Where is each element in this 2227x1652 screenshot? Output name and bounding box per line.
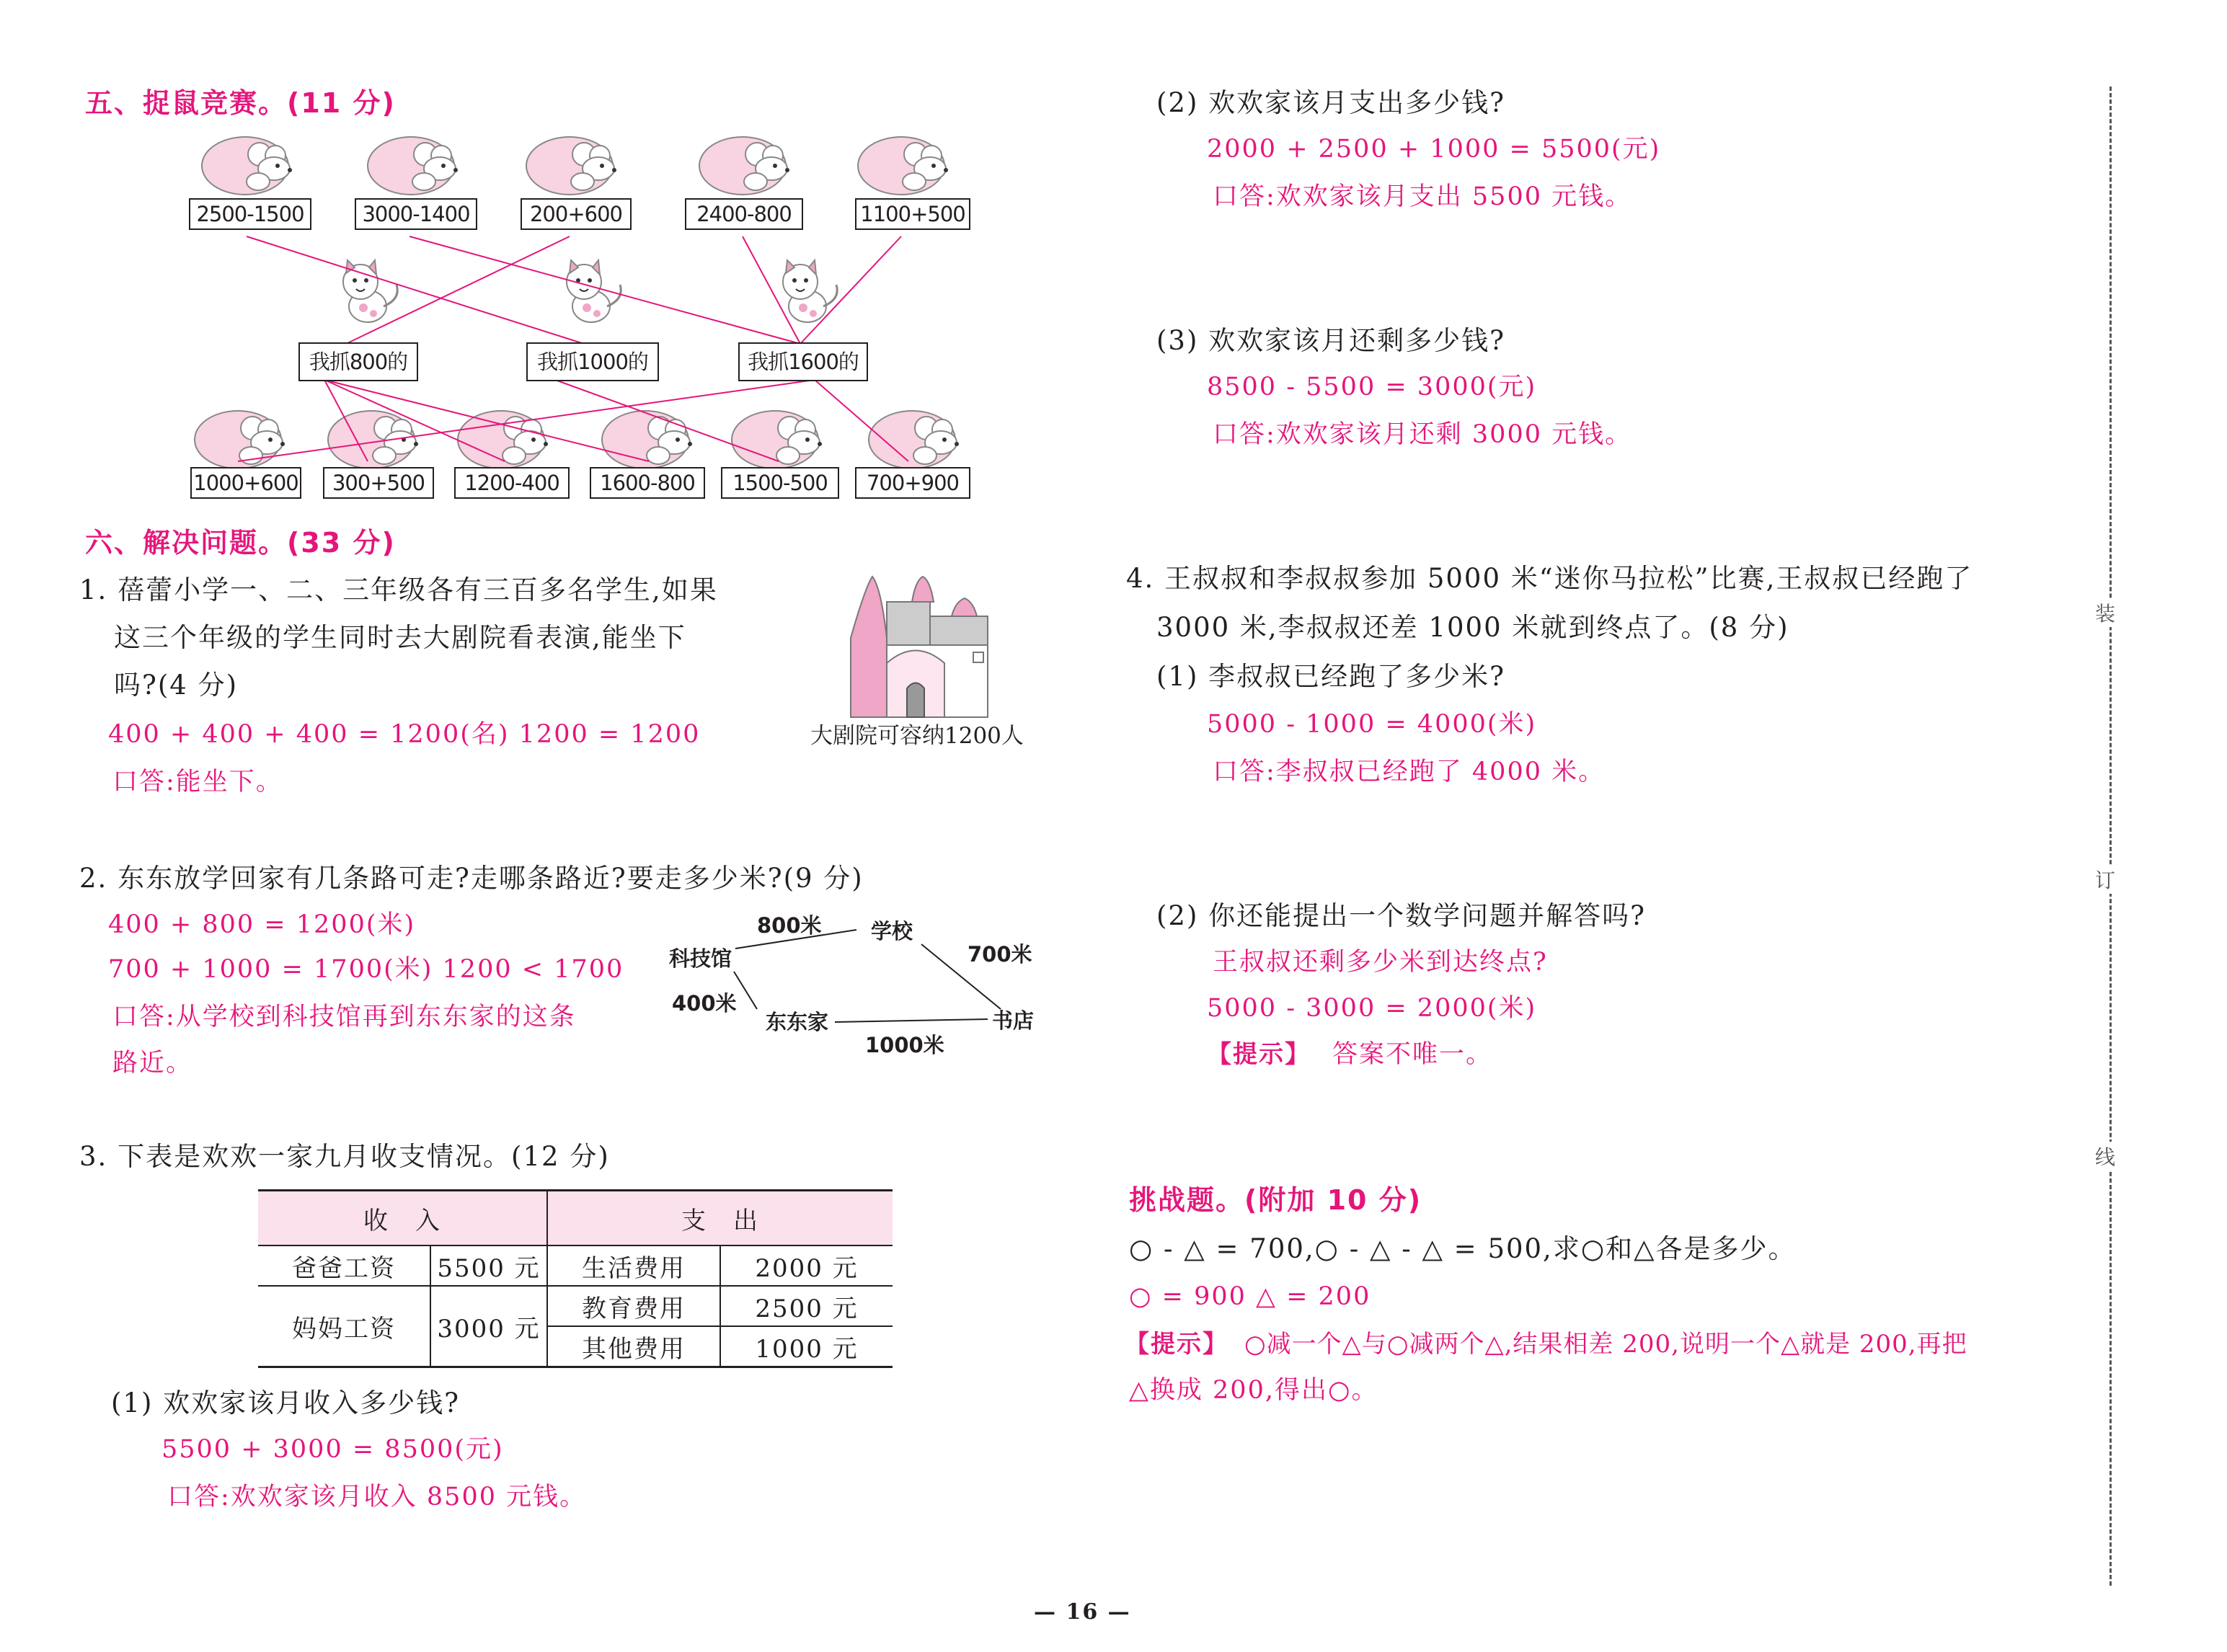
theater-caption: 大剧院可容纳1200人 [810, 723, 1024, 749]
top-mouse-box-5: 1100+500 [855, 198, 970, 230]
q1-line-3: 吗?(4 分) [114, 670, 239, 701]
income-header: 收 入 [258, 1191, 547, 1246]
cat-box-1000: 我抓1000的 [526, 342, 659, 381]
map-label-home: 东东家 [766, 1010, 829, 1034]
q2-answer-4: 路近。 [112, 1049, 193, 1078]
q3-part-2: (2) 欢欢家该月支出多少钱? [1156, 87, 1506, 118]
q4-part-1-answer-1: 5000 - 1000 = 4000(米) [1207, 710, 1537, 739]
top-mouse-box-3: 200+600 [521, 198, 632, 230]
q4-part-2-question: 王叔叔还剩多少米到达终点? [1213, 948, 1548, 977]
income-expense-table [258, 1189, 893, 1368]
margin-word-2: 订 [2095, 865, 2115, 894]
map-label-museum: 科技馆 [669, 946, 732, 971]
margin-word-1: 装 [2095, 598, 2115, 627]
page-number: — 16 — [1034, 1599, 1131, 1625]
challenge-answer: ○ = 900 △ = 200 [1129, 1282, 1371, 1311]
section-6-title: 六、解决问题。(33 分) [85, 527, 396, 559]
cat-box-1600: 我抓1600的 [738, 342, 868, 381]
q4-part-2: (2) 你还能提出一个数学问题并解答吗? [1156, 900, 1647, 931]
q2-answer-1: 400 + 800 = 1200(米) [108, 910, 416, 939]
top-mouse-box-2: 3000-1400 [355, 198, 477, 230]
q4-line-1: 4. 王叔叔和李叔叔参加 5000 米“迷你马拉松”比赛,王叔叔已经跑了 [1126, 563, 1973, 594]
q4-hint-text: 答案不唯一。 [1332, 1040, 1493, 1069]
q3-part-1-answer-1: 5500 + 3000 = 8500(元) [161, 1435, 504, 1464]
bottom-mouse-box-2: 300+500 [323, 467, 434, 499]
living-cost-label: 生活费用 [547, 1245, 720, 1286]
q3-part-3-answer-2: 口答:欢欢家该月还剩 3000 元钱。 [1213, 420, 1632, 449]
map-distance-school-store: 700米 [968, 942, 1032, 967]
bottom-mouse-box-1: 1000+600 [190, 467, 301, 499]
challenge-hint-line-2: △换成 200,得出○。 [1129, 1376, 1378, 1405]
q2-answer-3: 口答:从学校到科技馆再到东东家的这条 [112, 1003, 576, 1031]
q3-part-3-answer-1: 8500 - 5500 = 3000(元) [1207, 373, 1537, 401]
map-label-school: 学校 [871, 919, 913, 943]
top-mouse-box-4: 2400-800 [685, 198, 803, 230]
map-distance-home-store: 1000米 [865, 1033, 944, 1057]
q3-line-1: 3. 下表是欢欢一家九月收支情况。(12 分) [79, 1141, 610, 1172]
map-distance-museum-school: 800米 [757, 913, 822, 938]
map-distance-museum-home: 400米 [672, 991, 737, 1016]
challenge-hint-label: 【提示】 [1125, 1330, 1228, 1359]
bottom-mouse-box-6: 700+900 [855, 467, 970, 499]
margin-word-3: 线 [2095, 1142, 2115, 1171]
education-cost-label: 教育费用 [547, 1286, 720, 1326]
bottom-mouse-box-5: 1500-500 [721, 467, 839, 499]
q4-line-2: 3000 米,李叔叔还差 1000 米就到终点了。(8 分) [1156, 612, 1789, 643]
challenge-title: 挑战题。(附加 10 分) [1129, 1184, 1422, 1216]
route-map [649, 901, 1053, 1060]
challenge-hint-line-1: ○减一个△与○减两个△,结果相差 200,说明一个△就是 200,再把 [1244, 1330, 1967, 1359]
mom-salary-label: 妈妈工资 [258, 1286, 430, 1367]
expense-header: 支 出 [547, 1191, 893, 1246]
map-label-store: 书店 [992, 1008, 1035, 1033]
q1-answer-1: 400 + 400 + 400 = 1200(名) 1200 = 1200 [108, 720, 701, 749]
living-cost-value: 2000 元 [720, 1245, 893, 1286]
mouse-catching-figure [180, 133, 988, 512]
q2-line-1: 2. 东东放学回家有几条路可走?走哪条路近?要走多少米?(9 分) [79, 863, 864, 894]
other-cost-label: 其他费用 [547, 1326, 720, 1367]
q3-part-2-answer-2: 口答:欢欢家该月支出 5500 元钱。 [1213, 182, 1632, 211]
mom-salary-value: 3000 元 [430, 1286, 547, 1367]
dad-salary-value: 5500 元 [430, 1245, 547, 1286]
theater-illustration [844, 573, 995, 721]
q3-part-1-answer-2: 口答:欢欢家该月收入 8500 元钱。 [167, 1483, 587, 1511]
q4-part-1-answer-2: 口答:李叔叔已经跑了 4000 米。 [1213, 758, 1606, 786]
bottom-mouse-box-3: 1200-400 [454, 467, 570, 499]
cat-box-800: 我抓800的 [298, 342, 418, 381]
q2-answer-2: 700 + 1000 = 1700(米) 1200 < 1700 [108, 955, 624, 984]
q3-part-3: (3) 欢欢家该月还剩多少钱? [1156, 325, 1506, 356]
q4-hint-label: 【提示】 [1207, 1040, 1311, 1069]
q3-part-2-answer-1: 2000 + 2500 + 1000 = 5500(元) [1207, 135, 1661, 164]
bottom-mouse-box-4: 1600-800 [590, 467, 705, 499]
q1-line-1: 1. 蓓蕾小学一、二、三年级各有三百多名学生,如果 [79, 574, 718, 605]
binding-margin-line [2109, 86, 2112, 1586]
section-5-title: 五、捉鼠竞赛。(11 分) [85, 87, 396, 119]
q1-line-2: 这三个年级的学生同时去大剧院看表演,能坐下 [114, 622, 686, 653]
q3-part-1: (1) 欢欢家该月收入多少钱? [111, 1387, 461, 1418]
dad-salary-label: 爸爸工资 [258, 1245, 430, 1286]
q4-part-1: (1) 李叔叔已经跑了多少米? [1156, 661, 1506, 692]
top-mouse-box-1: 2500-1500 [189, 198, 311, 230]
challenge-problem: ○ - △ = 700,○ - △ - △ = 500,求○和△各是多少。 [1129, 1233, 1797, 1264]
q1-answer-2: 口答:能坐下。 [112, 768, 283, 796]
q4-part-2-answer: 5000 - 3000 = 2000(米) [1207, 994, 1537, 1023]
other-cost-value: 1000 元 [720, 1326, 893, 1367]
education-cost-value: 2500 元 [720, 1286, 893, 1326]
